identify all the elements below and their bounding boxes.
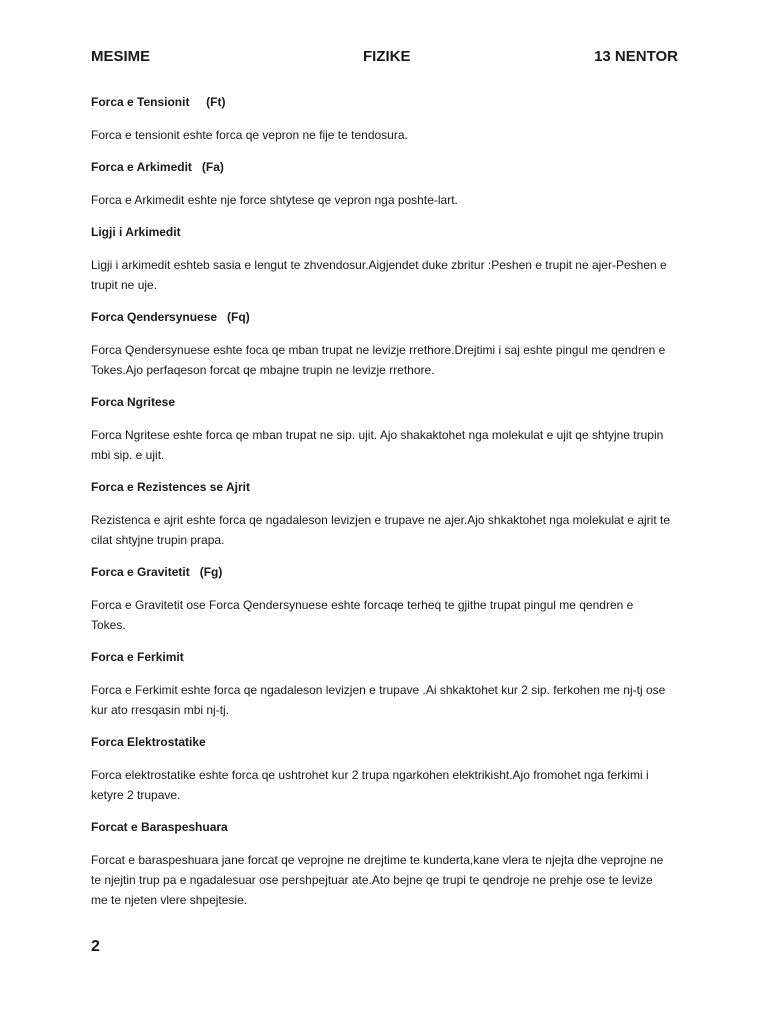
section-tension xyxy=(91,93,671,145)
section-archimedes-law xyxy=(91,223,671,295)
header-left-title: MESIME xyxy=(91,48,151,65)
section-friction xyxy=(91,648,671,720)
section-electrostatic xyxy=(91,733,671,805)
header-subject: FIZIKE xyxy=(363,48,411,65)
section-heading: Forca e Gravitetit (Fg) xyxy=(91,565,223,579)
section-paragraph: Forca Qendersynuese eshte foca qe mban trupat ne levizje rrethore.Drejtimi i saj eshte pingul me qendren e Tokes.Ajo perfaqeson forcat qe mbajne trupin ne levizje rrethore. xyxy=(91,343,666,377)
section-paragraph: Forca Ngritese eshte forca qe mban trupat ne sip. ujit. Ajo shakaktohet nga molekulat e ujit qe shtyjne trupin mbi sip. e ujit. xyxy=(91,428,664,462)
section-gravity xyxy=(91,563,671,635)
page-number: 2 xyxy=(91,938,100,955)
page-header xyxy=(91,48,678,70)
section-heading: Forca e Arkimedit (Fa) xyxy=(91,160,224,174)
header-date: 13 NENTOR xyxy=(594,48,678,65)
section-paragraph: Forca e tensionit eshte forca qe vepron ne fije te tendosura. xyxy=(91,128,408,142)
section-paragraph: Forca e Ferkimit eshte forca qe ngadaleson levizjen e trupave .Ai shkaktohet kur 2 sip. ferkohen me nj-tj ose kur ato rresqasin mbi nj-tj. xyxy=(91,683,666,717)
section-heading: Forca Qendersynuese (Fq) xyxy=(91,310,250,324)
section-paragraph: Forca e Gravitetit ose Forca Qendersynuese eshte forcaqe terheq te gjithe trupat pingul me qendren e Tokes. xyxy=(91,598,634,632)
section-heading: Forca Elektrostatike xyxy=(91,735,206,749)
section-heading: Forca e Ferkimit xyxy=(91,650,184,664)
section-paragraph: Ligji i arkimedit eshteb sasia e lengut te zhvendosur.Aigjendet duke zbritur :Peshen e trupit ne ajer-Peshen e trupit ne uje. xyxy=(91,258,667,292)
section-heading: Ligji i Arkimedit xyxy=(91,225,181,239)
section-paragraph: Rezistenca e ajrit eshte forca qe ngadaleson levizjen e trupave ne ajer.Ajo shkaktohet nga molekulat e ajrit te cilat shtyjne trupin prapa. xyxy=(91,513,671,547)
section-paragraph: Forcat e baraspeshuara jane forcat qe veprojne ne drejtime te kunderta,kane vlera te njejta dhe veprojne ne te njejtin trup pa e ngadalesuar ose pershpejtuar ate.Ato bejne qe trupi te qendroje ne prehje ose te levize me te njeten vlere shpejtesie. xyxy=(91,853,664,907)
section-balanced-forces xyxy=(91,818,671,910)
section-heading: Forca Ngritese xyxy=(91,395,176,409)
page-content xyxy=(91,93,671,923)
section-heading: Forca e Rezistences se Ajrit xyxy=(91,480,250,494)
section-paragraph: Forca elektrostatike eshte forca qe ushtrohet kur 2 trupa ngarkohen elektrikisht.Ajo fromohet nga ferkimi i ketyre 2 trupave. xyxy=(91,768,649,802)
section-air-resistance xyxy=(91,478,671,550)
section-heading: Forca e Tensionit (Ft) xyxy=(91,95,226,109)
section-buoyant-force xyxy=(91,393,671,465)
section-centripetal-force xyxy=(91,308,671,380)
section-archimedes-force xyxy=(91,158,671,210)
section-paragraph: Forca e Arkimedit eshte nje force shtytese qe vepron nga poshte-lart. xyxy=(91,193,458,207)
section-heading: Forcat e Baraspeshuara xyxy=(91,820,228,834)
